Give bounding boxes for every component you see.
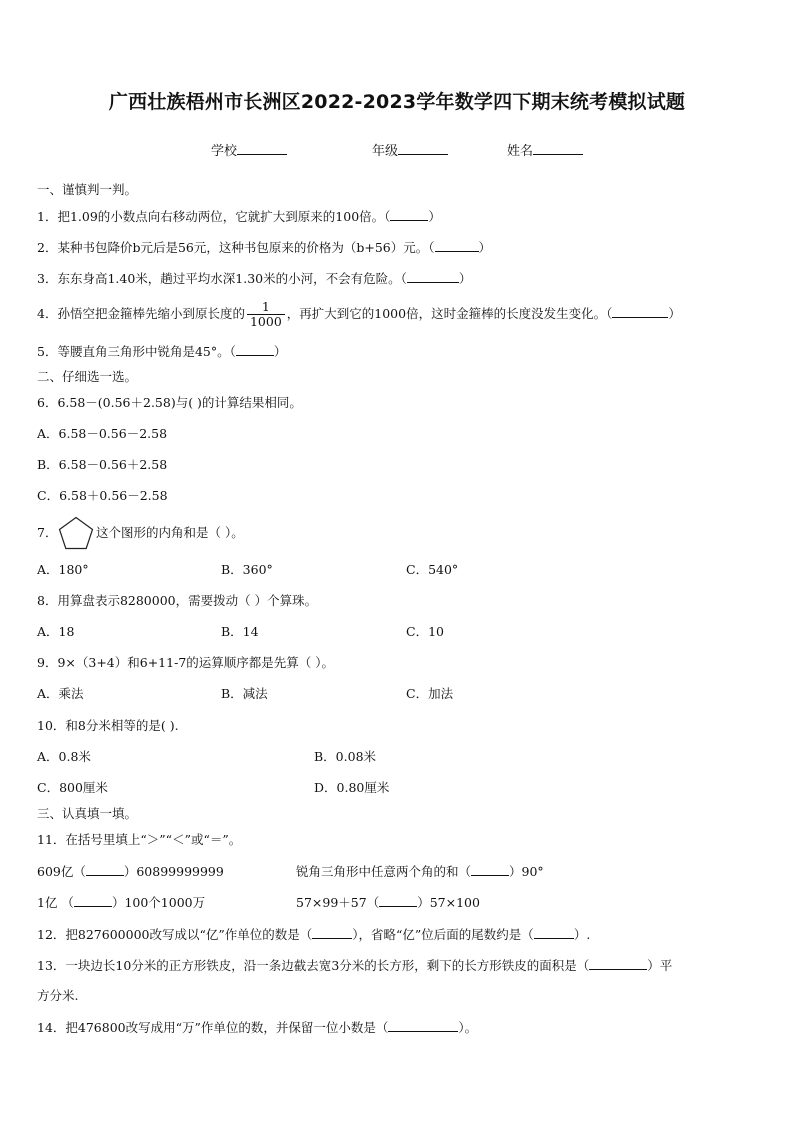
q1-answer-blank[interactable] — [390, 208, 428, 221]
question-11: 11．在括号里填上“＞”“＜”或“＝”。 — [37, 832, 242, 847]
q11-blank-1[interactable] — [86, 863, 124, 876]
page-title: 广西壮族梧州市长洲区2022-2023学年数学四下期末统考模拟试题 — [108, 91, 686, 113]
q8-option-b[interactable]: B．14 — [221, 624, 259, 639]
q11-row1-right: 锐角三角形中任意两个角的和（ ）90° — [296, 864, 544, 879]
q6-option-a[interactable]: A．6.58－0.56－2.58 — [37, 426, 168, 441]
q7-option-a[interactable]: A．180° — [37, 562, 89, 577]
q12-blank-2[interactable] — [534, 926, 574, 939]
question-4: 4．孙悟空把金箍棒先缩小到原长度的 $\frac{1}{1000}$ ，再扩大到它的1000倍，这时金箍棒的长度没发生变化。（ ） — [37, 299, 681, 329]
q7-option-c[interactable]: C．540° — [406, 562, 459, 577]
section-2-heading: 二、仔细选一选。 — [37, 369, 138, 384]
grade-label: 年级 — [372, 144, 399, 159]
q12-blank-1[interactable] — [312, 926, 352, 939]
question-9: 9．9×（3+4）和6+11-7的运算顺序都是先算（ ）。 — [37, 655, 334, 670]
q13-answer-blank[interactable] — [589, 957, 647, 970]
question-7: 这个图形的内角和是（ ）。 — [96, 525, 244, 540]
q10-option-d[interactable]: D．0.80厘米 — [314, 780, 390, 795]
q6-option-c[interactable]: C．6.58＋0.56－2.58 — [37, 488, 168, 503]
question-12: 12．把827600000改写成以“亿”作单位的数是（ ），省略“亿”位后面的尾数约是（ ）. — [37, 927, 591, 942]
fraction-1-1000: $\frac{1}{1000}$ — [247, 300, 285, 329]
school-blank[interactable] — [237, 141, 287, 155]
q8-option-a[interactable]: A．18 — [37, 624, 75, 639]
question-7-number: 7． — [37, 525, 58, 540]
question-13: 13．一块边长10分米的正方形铁皮，沿一条边截去宽3分米的长方形，剩下的长方形铁皮的面积是（ ）平 — [37, 958, 673, 973]
q4-answer-blank[interactable] — [612, 305, 668, 318]
q10-option-b[interactable]: B．0.08米 — [314, 749, 377, 764]
q7-option-b[interactable]: B．360° — [221, 562, 273, 577]
q11-row1-left: 609亿（ ）60899999999 — [37, 864, 224, 879]
q11-blank-2[interactable] — [471, 863, 509, 876]
name-blank[interactable] — [533, 141, 583, 155]
q9-option-a[interactable]: A．乘法 — [37, 686, 84, 701]
question-2: 2．某种书包降价b元后是56元，这种书包原来的价格为（b+56）元。（ ） — [37, 240, 492, 255]
grade-field[interactable] — [372, 140, 448, 159]
section-3-heading: 三、认真填一填。 — [37, 806, 138, 821]
q10-option-a[interactable]: A．0.8米 — [37, 749, 91, 764]
q9-option-c[interactable]: C．加法 — [406, 686, 454, 701]
q2-answer-blank[interactable] — [435, 239, 479, 252]
q11-blank-3[interactable] — [74, 894, 112, 907]
q8-option-c[interactable]: C．10 — [406, 624, 444, 639]
question-8: 8．用算盘表示8280000，需要拨动（ ）个算珠。 — [37, 593, 318, 608]
school-field[interactable] — [211, 140, 287, 159]
name-label: 姓名 — [507, 144, 534, 159]
section-1-heading: 一、谨慎判一判。 — [37, 182, 138, 197]
q11-row2-right: 57×99＋57（ ）57×100 — [296, 895, 480, 910]
question-6: 6．6.58－(0.56＋2.58)与( )的计算结果相同。 — [37, 395, 302, 410]
question-1: 1．把1.09的小数点向右移动两位，它就扩大到原来的100倍。（ ） — [37, 209, 441, 224]
q11-blank-4[interactable] — [379, 894, 417, 907]
question-14: 14．把476800改写成用“万”作单位的数，并保留一位小数是（ ）。 — [37, 1020, 478, 1035]
question-5: 5．等腰直角三角形中锐角是45°。（ ） — [37, 344, 287, 359]
pentagon-figure — [58, 516, 94, 550]
q11-row2-left: 1亿 （ ）100个1000万 — [37, 895, 206, 910]
school-label: 学校 — [211, 144, 238, 159]
question-10: 10．和8分米相等的是( ). — [37, 718, 179, 733]
q6-option-b[interactable]: B．6.58－0.56＋2.58 — [37, 457, 168, 472]
q9-option-b[interactable]: B．减法 — [221, 686, 268, 701]
question-3: 3．东东身高1.40米，趟过平均水深1.30米的小河，不会有危险。（ ） — [37, 271, 472, 286]
q5-answer-blank[interactable] — [236, 343, 274, 356]
grade-blank[interactable] — [398, 141, 448, 155]
q3-answer-blank[interactable] — [407, 270, 459, 283]
q14-answer-blank[interactable] — [388, 1019, 458, 1032]
q10-option-c[interactable]: C．800厘米 — [37, 780, 108, 795]
question-13-continued: 方分米. — [37, 988, 79, 1003]
name-field[interactable] — [507, 140, 583, 159]
